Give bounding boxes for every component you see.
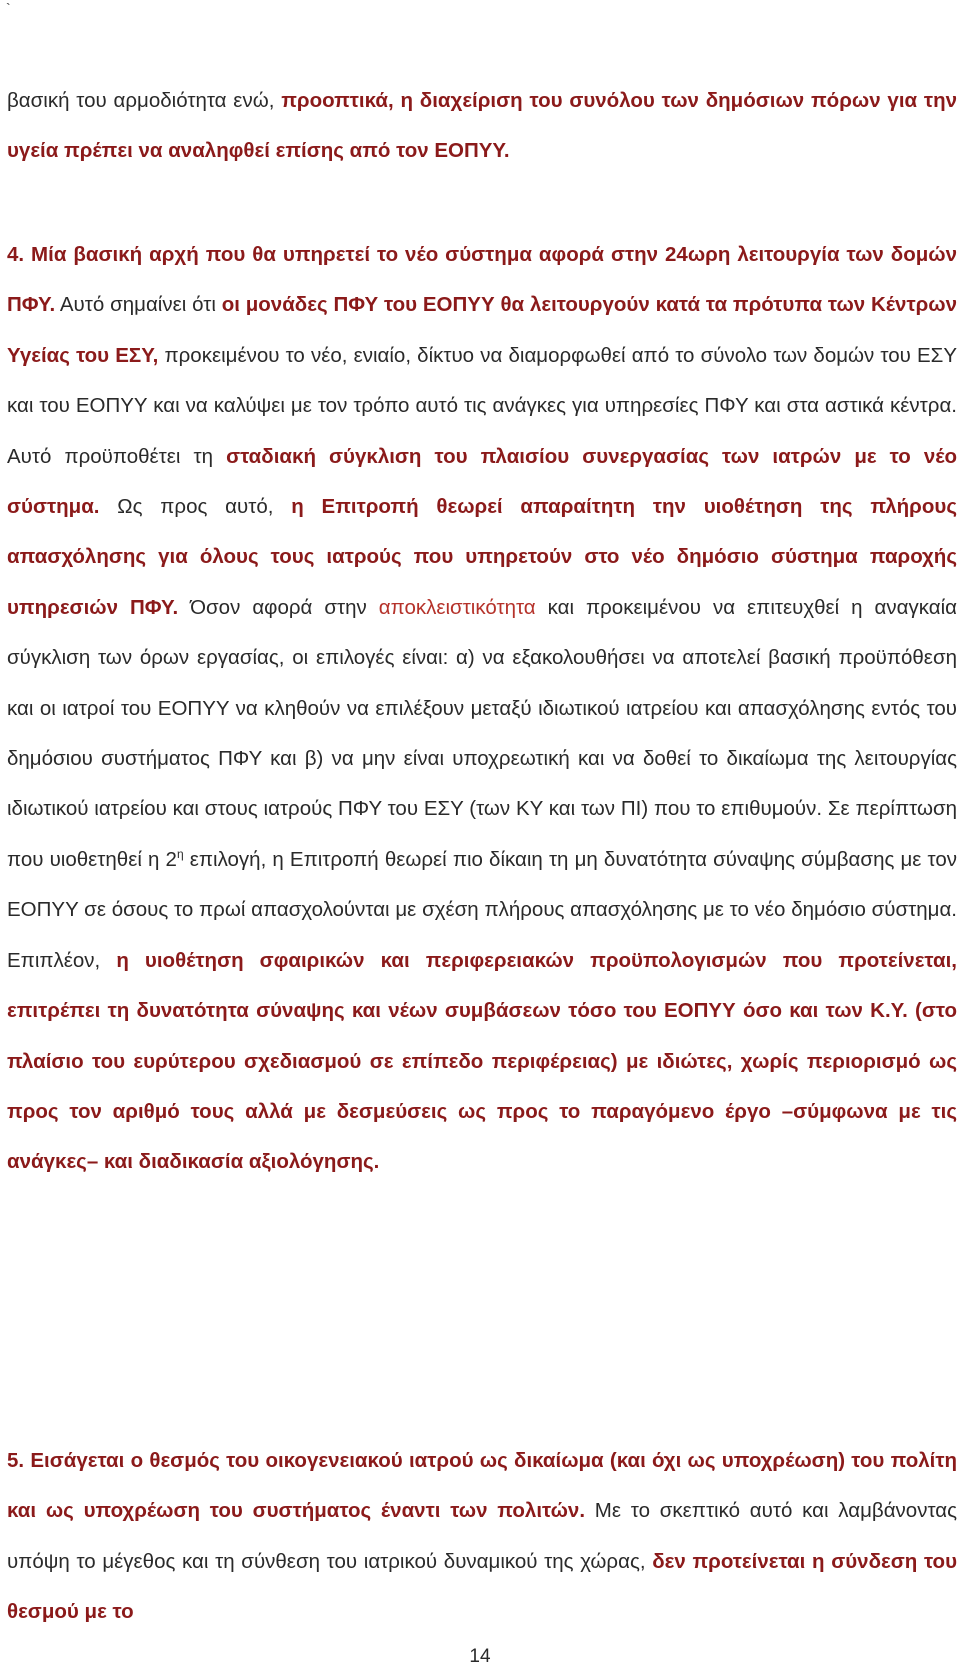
paragraph-1 (7, 76, 957, 177)
highlight-run: 5. Εισάγεται ο θεσμός του οικογενειακού ιατρού ως δικαίωμα (και όχι ως υποχρέωση) του πολίτη και ως υποχρέωση του συστήματος έναντι των πολιτών. (7, 1449, 957, 1523)
text-run: Όσον αφορά στην (178, 595, 379, 619)
highlight-run: σταδιακή σύγκλιση του πλαισίου συνεργασίας των ιατρών με το νέο σύστημα. (7, 444, 957, 519)
text-run: Αυτό σημαίνει ότι (55, 293, 222, 317)
highlight-run: δεν προτείνεται η σύνδεση του θεσμού με το (7, 1549, 958, 1624)
text-run: επιλογή, η Επιτροπή θεωρεί πιο δίκαιη τη μη δυνατότητα σύναψης σύμβασης με τον ΕΟΠΥΥ σε όσους το πρωί απασχολούνται με σχέση πλήρους απασχόλησης με το νέο δημόσιο σύστημα. Επιπλέον, (7, 847, 957, 972)
highlight-run: η Επιτροπή θεωρεί απαραίτητη την υιοθέτηση της πλήρους απασχόλησης για όλους τους ιατρούς που υπηρετούν στο νέο δημόσιο σύστημα παροχής υπηρεσιών ΠΦΥ. (7, 495, 957, 619)
text-run: και προκειμένου να επιτευχθεί η αναγκαία σύγκλιση των όρων εργασίας, οι επιλογές είναι: α) να εξακολουθήσει να αποτελεί βασική προϋπόθεση και οι ιατροί του ΕΟΠΥΥ να κληθούν να επιλέξουν μεταξύ ιδιωτικού ιατρείου και απασχόλησης εντός του δημόσιου συστήματος ΠΦΥ και β) να μην είναι υποχρεωτική και να δοθεί το δικαίωμα της λειτουργίας ιδιωτικού ιατρείου και στους ιατρούς ΠΦΥ του ΕΣΥ (των ΚΥ και των ΠΙ) που το επιθυμούν. Σε περίπτωση που υιοθετηθεί η 2 (7, 595, 957, 871)
text-run: Με το σκεπτικό αυτό και λαμβάνοντας υπόψη το μέγεθος και τη σύνθεση του ιατρικού δυναμικού της χώρας, (7, 1499, 957, 1573)
paragraph-2 (7, 230, 957, 1188)
page-number: 14 (469, 1646, 491, 1667)
superscript: η (176, 847, 184, 862)
text-run: προκειμένου το νέο, ενιαίο, δίκτυο να διαμορφωθεί από το σύνολο των δομών του ΕΣΥ και του ΕΟΠΥΥ και να καλύψει με τον τρόπο αυτό τις ανάγκες για υπηρεσίες ΠΦΥ και στα αστικά κέντρα. Αυτό προϋποθέτει τη (7, 343, 958, 468)
highlight-run: 4. Μία βασική αρχή που θα υπηρετεί το νέο σύστημα αφορά στην (7, 243, 666, 266)
highlight-run: οι μονάδες ΠΦΥ του ΕΟΠΥΥ θα λειτουργούν κατά τα πρότυπα των Κέντρων Υγείας του ΕΣΥ, (7, 293, 957, 367)
corner-mark: ` (6, 0, 11, 16)
red-run: αποκλειστικότητα (378, 595, 536, 619)
text-run: βασική του αρμοδιότητα ενώ, (7, 89, 282, 112)
highlight-run: η υιοθέτηση σφαιρικών και περιφερειακών προϋπολογισμών που προτείνεται, επιτρέπει τη δυνατότητα σύναψης και νέων συμβάσεων τόσο του ΕΟΠΥΥ όσο και των Κ.Υ. (στο πλαίσιο του ευρύτερου σχεδιασμού σε επίπεδο περιφέρειας) με ιδιώτες, χωρίς περιορισμό ως προς τον αριθμό τους αλλά με δεσμεύσεις ως προς το παραγόμενο έργο –σύμφωνα με τις ανάγκες– και διαδικασία αξιολόγησης. (7, 948, 957, 1174)
text-run: Ως προς αυτό, (99, 495, 292, 519)
highlight-run: προοπτικά, η διαχείριση του συνόλου των δημόσιων πόρων για την υγεία πρέπει να αναληφθεί επίσης από τον ΕΟΠΥΥ. (7, 89, 957, 163)
highlight-run: 24ωρη λειτουργία των δομών ΠΦΥ. (7, 243, 957, 317)
paragraph-3 (7, 1436, 957, 1638)
